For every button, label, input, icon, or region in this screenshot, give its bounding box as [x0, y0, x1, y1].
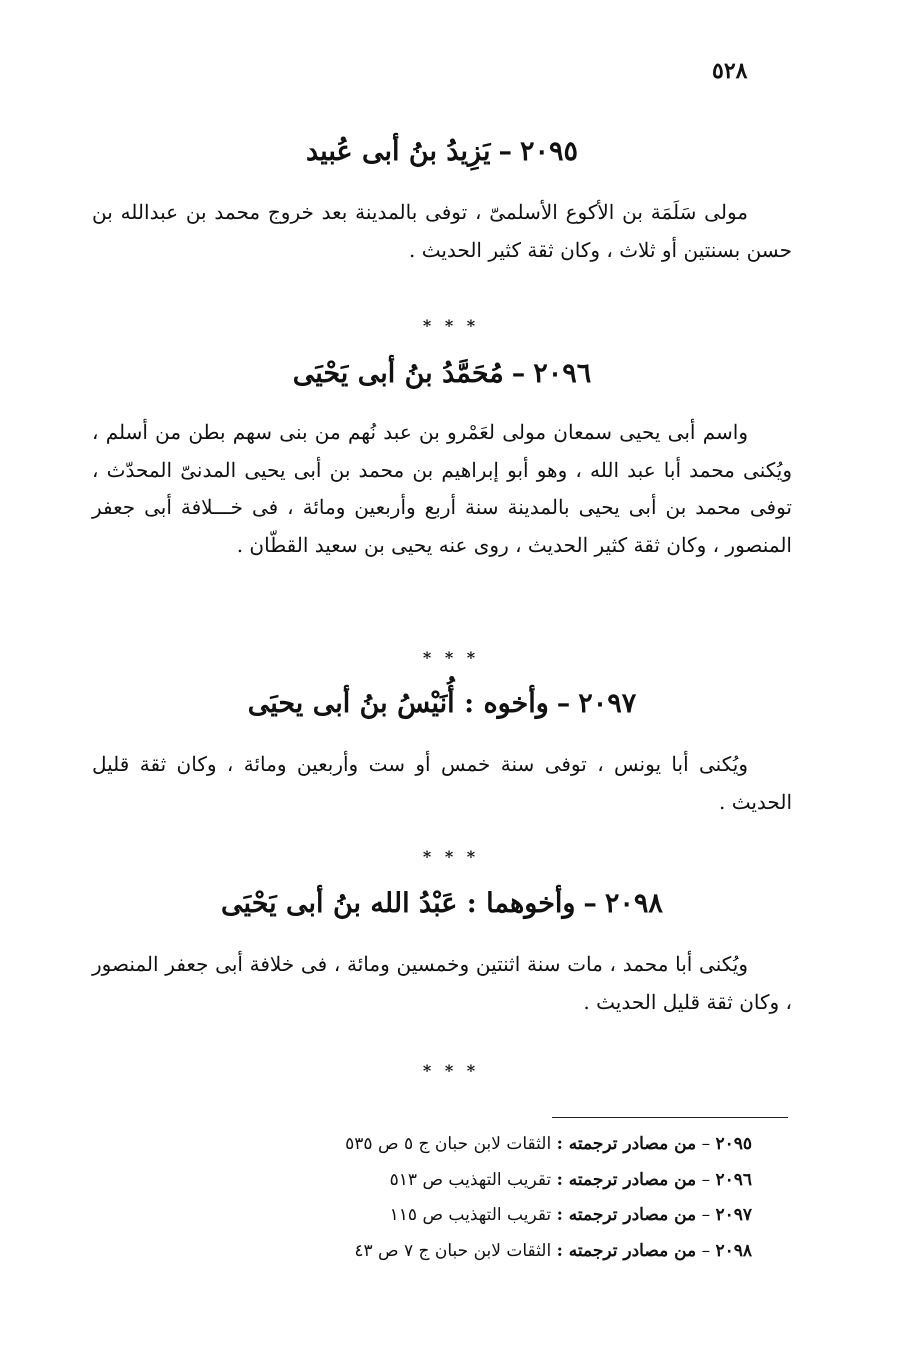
entry-2095 [92, 132, 792, 269]
footnote-label: من مصادر ترجمته : [556, 1134, 697, 1154]
section-separator: * * * [422, 648, 480, 667]
entry-name: مُحَمَّدُ بنُ أبى يَحْيَى [292, 358, 504, 389]
section-separator: * * * [422, 847, 480, 866]
footnote-line [230, 1163, 752, 1199]
entry-name: وأخوهما : عَبْدُ الله بنُ أبى يَحْيَى [221, 888, 576, 919]
footnote-dash: – [701, 1240, 711, 1261]
entry-number: ٢٠٩٥ [519, 136, 578, 167]
entry-2097 [92, 684, 792, 821]
footnote-line [230, 1234, 752, 1270]
footnote-dash: – [701, 1169, 711, 1190]
entry-title [92, 884, 792, 924]
footnotes [230, 1127, 752, 1269]
entry-body: ويُكنى أبا محمد ، مات سنة اثنتين وخمسين ومائة ، فى خلافة أبى جعفر المنصور ، وكان ثقة قليل الحديث . [92, 952, 792, 1014]
entry-dash: – [511, 358, 526, 389]
footnote-label: من مصادر ترجمته : [556, 1205, 697, 1225]
entry-body: واسم أبى يحيى سمعان مولى لعَمْرو بن عبد نُهم من بنى سهم بطن من أسلم ، ويُكنى محمد أبا عبد الله ، وهو أبو إبراهيم بن محمد بن أبى يحيى المدنىّ المحدّث ، توفى محمد بن أبى يحيى بالمدينة سنة أربع وأربعين ومائة ، فى خـــلافة أبى جعفر المنصور ، وكان ثقة كثير الحديث ، روى عنه يحيى بن سعيد القطّان . [92, 420, 792, 557]
entry-title [92, 354, 792, 394]
footnote-source: تقريب التهذيب ص ١١٥ [389, 1205, 552, 1225]
entry-body: مولى سَلَمَة بن الأكوع الأسلمىّ ، توفى بالمدينة بعد خروج محمد بن عبدالله بن حسن بسنتين أو ثلاث ، وكان ثقة كثير الحديث . [92, 200, 792, 262]
footnote-dash: – [701, 1134, 711, 1154]
footnote-source: تقريب التهذيب ص ٥١٣ [389, 1169, 552, 1190]
entry-dash: – [556, 688, 571, 719]
footnote-source: الثقات لابن حبان ج ٧ ص ٤٣ [354, 1240, 552, 1261]
section-separator: * * * [422, 316, 480, 335]
footnote-line [230, 1198, 752, 1234]
entry-number: ٢٠٩٦ [533, 358, 592, 389]
entry-title [92, 132, 792, 172]
entry-body: ويُكنى أبا يونس ، توفى سنة خمس أو ست وأربعين ومائة ، وكان ثقة قليل الحديث . [92, 752, 792, 814]
footnote-dash: – [701, 1205, 711, 1225]
entry-name: يَزِيدُ بنُ أبى عُبيد [306, 136, 491, 167]
footnote-number: ٢٠٩٨ [715, 1240, 752, 1261]
footnote-divider [552, 1117, 788, 1118]
footnote-label: من مصادر ترجمته : [556, 1169, 697, 1190]
footnote-number: ٢٠٩٥ [715, 1134, 752, 1154]
entry-number: ٢٠٩٨ [604, 888, 663, 919]
entry-dash: – [583, 888, 597, 919]
section-separator: * * * [422, 1061, 480, 1080]
entry-number: ٢٠٩٧ [578, 688, 637, 719]
entry-name: وأخوه : أُنَيْسُ بنُ أبى يحيَى [247, 688, 549, 719]
footnote-label: من مصادر ترجمته : [556, 1240, 697, 1261]
entry-dash: – [498, 136, 512, 167]
entry-2098 [92, 884, 792, 1021]
footnote-line [230, 1127, 752, 1163]
entry-2096 [92, 354, 792, 564]
page-number: ٥٢٨ [712, 58, 748, 84]
footnote-number: ٢٠٩٧ [715, 1205, 752, 1225]
footnote-number: ٢٠٩٦ [715, 1169, 752, 1190]
entry-title [92, 684, 792, 724]
footnote-source: الثقات لابن حبان ج ٥ ص ٥٣٥ [345, 1134, 552, 1154]
